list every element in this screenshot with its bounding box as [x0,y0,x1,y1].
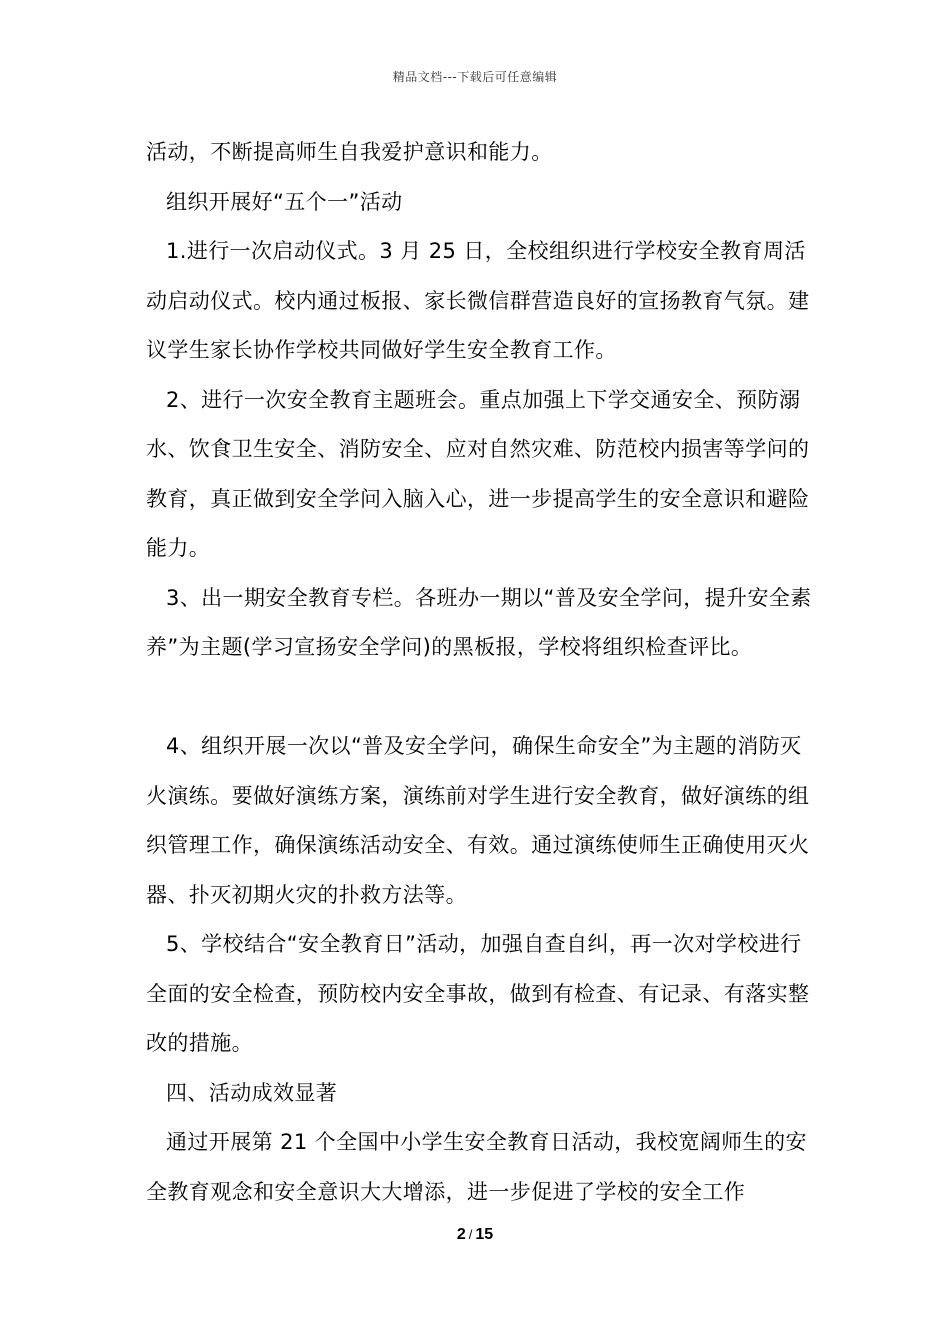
section-heading-results: 四、活动成效显著 [166,1080,338,1105]
paragraph-item-4: 4、组织开展一次以“普及安全学问，确保生命安全”为主题的消防灭火演练。要做好演练方案，演练前对学生进行安全教育，做好演练的组织管理工作，确保演练活动安全、有效。通过演练使师生正确使用灭火器、扑灭初期火灾的扑救方法等。 [146,734,810,907]
page-number [0,1226,950,1244]
paragraph-results: 通过开展第 21 个全国中小学生安全教育日活动，我校宽阔师生的安全教育观念和安全意识大大增添，进一步促进了学校的安全工作 [146,1130,807,1204]
blank-line [146,673,816,723]
total-pages: 15 [475,1226,494,1243]
page-separator: / [468,1227,473,1242]
paragraph-item-3: 3、出一期安全教育专栏。各班办一期以“普及安全学问，提升安全素养”为主题(学习宣扬安全学问)的黑板报，学校将组织检查评比。 [146,585,812,659]
page-header: 精品文档---下载后可任意编辑 [392,70,558,84]
paragraph-continuation: 活动，不断提高师生自我爱护意识和能力。 [146,140,553,164]
document-body [146,128,816,1217]
paragraph-item-5: 5、学校结合“安全教育日”活动，加强自查自纠，再一次对学校进行全面的安全检查，预防校内安全事故，做到有检查、有记录、有落实整改的措施。 [146,932,810,1055]
paragraph-item-1: 1.进行一次启动仪式。3 月 25 日，全校组织进行学校安全教育周活动启动仪式。校内通过板报、家长微信群营造良好的宣扬教育气氛。建议学生家长协作学校共同做好学生安全教育工作。 [146,239,810,362]
section-heading-five-activities: 组织开展好“五个一”活动 [166,189,403,214]
paragraph-item-2: 2、进行一次安全教育主题班会。重点加强上下学交通安全、预防溺水、饮食卫生安全、消防安全、应对自然灾难、防范校内损害等学问的教育，真正做到安全学问入脑入心，进一步提高学生的安全意识和避险能力。 [146,387,810,560]
current-page: 2 [456,1226,466,1243]
